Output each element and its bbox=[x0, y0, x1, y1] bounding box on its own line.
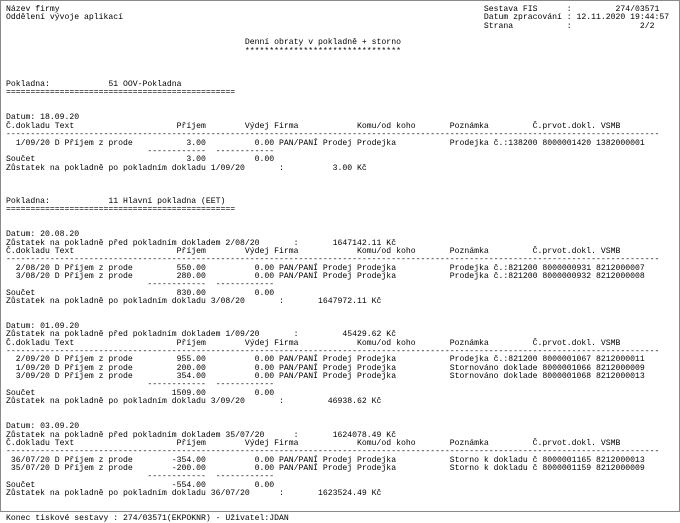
report-line: Č.dokladu Text Příjem Výdej Firma Komu/od koho Poznámka Č.prvot.dokl. VSMB bbox=[6, 338, 621, 348]
report-line: 36/07/20 D Příjem z prode -354.00 0.00 PAN/PANÍ Prodej Prodejka Storno k dokladu č 8000001165 8212000013 bbox=[6, 455, 645, 465]
report-line: Zůstatek na pokladně po pokladním dokladu 3/09/20 : 46938.62 Kč bbox=[6, 397, 382, 407]
report-line: Zůstatek na pokladně před pokladním dokladem 35/07/20 : 1624078.49 Kč bbox=[6, 430, 397, 440]
report-line: Pokladna: 51 OOV-Pokladna bbox=[6, 80, 182, 90]
report-line: Název firmy Sestava FIS : 274/03571 bbox=[6, 5, 660, 14]
report-line: Strana : 2/2 bbox=[6, 21, 655, 31]
report-line: Denní obraty v pokladně + storno bbox=[6, 38, 401, 48]
report-line: Zůstatek na pokladně před pokladním dokladem 2/08/20 : 1647142.11 Kč bbox=[6, 238, 397, 248]
report-line: Datum: 20.08.20 bbox=[6, 230, 80, 240]
report-line: Č.dokladu Text Příjem Výdej Firma Komu/od koho Poznámka Č.prvot.dokl. VSMB bbox=[6, 438, 621, 448]
report-line: Datum: 01.09.20 bbox=[6, 322, 80, 332]
report-line: Součet 1509.00 0.00 bbox=[6, 388, 275, 398]
report-line bbox=[6, 407, 669, 415]
report-line: =============================================== bbox=[6, 88, 236, 98]
report-line: Součet 3.00 0.00 bbox=[6, 155, 275, 165]
report-line: Zůstatek na pokladně před pokladním dokladem 1/09/20 : 45429.62 Kč bbox=[6, 330, 397, 340]
report-line: Č.dokladu Text Příjem Výdej Firma Komu/od koho Poznámka Č.prvot.dokl. VSMB bbox=[6, 246, 621, 256]
report-line: 1/09/20 D Příjem z prode 200.00 0.00 PAN/PANÍ Prodej Prodejka Stornováno doklade 8000001066 8212000009 bbox=[6, 363, 645, 373]
report-line bbox=[6, 223, 669, 231]
report-line bbox=[6, 306, 669, 314]
report-text bbox=[6, 6, 669, 523]
report-line: Zůstatek na pokladně po pokladním dokladu 1/09/20 : 3.00 Kč bbox=[6, 163, 367, 173]
report-line: =============================================== bbox=[6, 205, 236, 215]
report-line: 35/07/20 D Příjem z prode -200.00 0.00 PAN/PANÍ Prodej Prodejka Storno k dokladu č 8000001159 8212000009 bbox=[6, 463, 645, 473]
report-line: Datum: 18.09.20 bbox=[6, 113, 80, 123]
report-line: -------------------------------------------------------------------------------------------------------------------------------------- bbox=[6, 255, 660, 265]
report-line: ******************************** bbox=[6, 46, 401, 56]
report-line: 2/08/20 D Příjem z prode 550.00 0.00 PAN/PANÍ Prodej Prodejka Prodejka č.:821200 8000000931 8212000007 bbox=[6, 263, 645, 273]
report-line: Součet -554.00 0.00 bbox=[6, 480, 275, 490]
report-line: Č.dokladu Text Příjem Výdej Firma Komu/od koho Poznámka Č.prvot.dokl. VSMB bbox=[6, 121, 621, 131]
report-line: 3/09/20 D Příjem z prode 354.00 0.00 PAN/PANÍ Prodej Prodejka Stornováno doklade 8000001068 8212000013 bbox=[6, 372, 645, 382]
report-line: 1/09/20 D Příjem z prode 3.00 0.00 PAN/PANÍ Prodej Prodejka Prodejka č.:138200 8000001420 1382000001 bbox=[6, 138, 645, 148]
report-line: ------------ ------------ bbox=[6, 472, 275, 482]
report-line bbox=[6, 64, 669, 72]
report-line bbox=[6, 56, 669, 64]
report-line: -------------------------------------------------------------------------------------------------------------------------------------- bbox=[6, 447, 660, 457]
report-line bbox=[6, 415, 669, 423]
report-line: -------------------------------------------------------------------------------------------------------------------------------------- bbox=[6, 347, 660, 357]
report-line: Zůstatek na pokladně po pokladním dokladu 3/08/20 : 1647972.11 Kč bbox=[6, 297, 382, 307]
report-line: Oddělení vývoje aplikací Datum zpracování : 12.11.2020 19:44:57 bbox=[6, 13, 670, 23]
report-line bbox=[6, 98, 669, 106]
report-line bbox=[6, 106, 669, 114]
report-line: 2/09/20 D Příjem z prode 955.00 0.00 PAN/PANÍ Prodej Prodejka Prodejka č.:821200 8000001067 8212000011 bbox=[6, 355, 645, 365]
report-line: Zůstatek na pokladně po pokladním dokladu 36/07/20 : 1623524.49 Kč bbox=[6, 488, 382, 498]
report-line: ------------ ------------ bbox=[6, 380, 275, 390]
report-line bbox=[6, 315, 669, 323]
report-line: Konec tiskové sestavy : 274/03571(EKPOKNR) - Uživatel:JDAN bbox=[6, 513, 289, 523]
report-line: Součet 830.00 0.00 bbox=[6, 288, 275, 298]
report-line: ------------ ------------ bbox=[6, 280, 275, 290]
report-line bbox=[6, 498, 669, 506]
report-line bbox=[6, 181, 669, 189]
report-line: Pokladna: 11 Hlavní pokladna (EET) bbox=[6, 196, 226, 206]
report-line: -------------------------------------------------------------------------------------------------------------------------------------- bbox=[6, 130, 660, 140]
report-line bbox=[6, 173, 669, 181]
report-line: 3/08/20 D Příjem z prode 280.00 0.00 PAN/PANÍ Prodej Prodejka Prodejka č.:821200 8000000932 8212000008 bbox=[6, 272, 645, 281]
report-line: ------------ ------------ bbox=[6, 146, 275, 156]
report-line: Datum: 03.09.20 bbox=[6, 422, 80, 432]
report-line bbox=[6, 215, 669, 223]
